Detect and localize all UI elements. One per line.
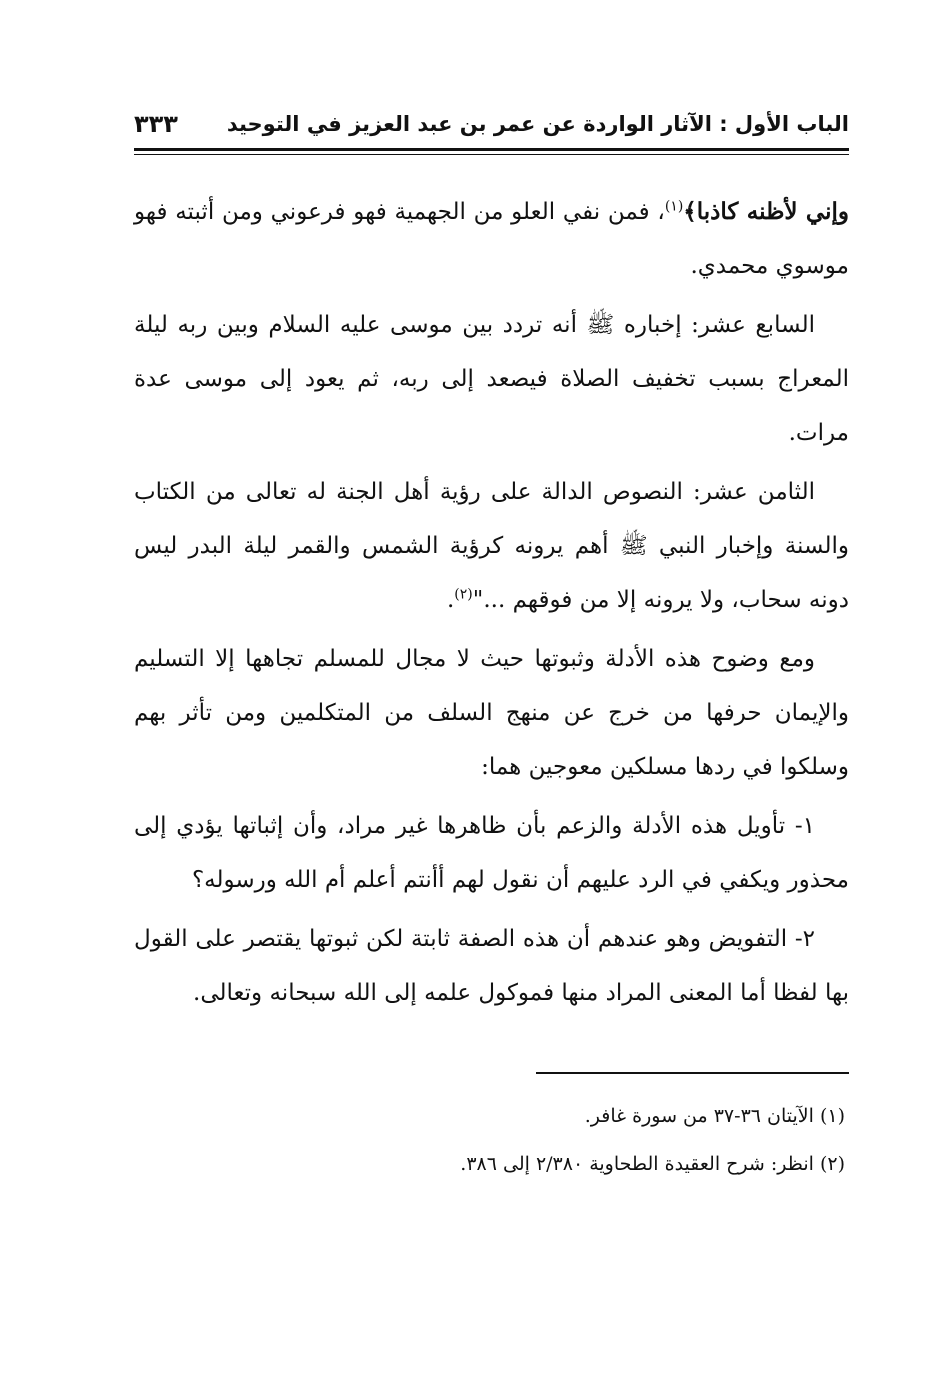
footnote-separator (536, 1072, 849, 1074)
paragraph-6: ٢- التفويض وهو عندهم أن هذه الصفة ثابتة لكن ثبوتها يقتصر على القول بها لفظا أما المعنى المراد منها فموكول علمه إلى الله سبحانه وتعالى. (134, 926, 849, 1006)
main-text (134, 185, 849, 1025)
paragraph-1-text: ، فمن نفي العلو من الجهمية فهو فرعوني ومن أثبته فهو موسوي محمدي. (134, 199, 849, 279)
quran-quote: وإني لأظنه كاذبا﴾ (683, 198, 849, 225)
header-rule (134, 148, 849, 151)
chapter-title: الباب الأول : الآثار الواردة عن عمر بن عبد العزيز في التوحيد (226, 112, 849, 136)
paragraph-3-text: الثامن عشر: النصوص الدالة على رؤية أهل الجنة له تعالى من الكتاب والسنة وإخبار النبي ﷺ أهم يرونه كرؤية الشمس والقمر ليلة البدر ليس دونه سحاب، ولا يرونه إلا من فوقهم ..." (134, 479, 849, 613)
footnote-ref-2: (٢) (454, 586, 473, 603)
paragraph-5: ١- تأويل هذه الأدلة والزعم بأن ظاهرها غير مراد، وأن إثباتها يؤدي إلى محذور ويكفي في الرد عليهم أن نقول لهم أأنتم أعلم أم الله ورسوله؟ (134, 813, 849, 893)
header-rule-secondary (134, 154, 849, 155)
paragraph-2: السابع عشر: إخباره ﷺ أنه تردد بين موسى عليه السلام وبين ربه ليلة المعراج بسبب تخفيف الصلاة فيصعد إلى ربه، ثم يعود إلى موسى عدة مرات. (134, 312, 849, 446)
footnote-2: (٢) انظر: شرح العقيدة الطحاوية ٢/٣٨٠ إلى ٣٨٦. (460, 1153, 845, 1175)
footnote-1: (١) الآيتان ٣٦-٣٧ من سورة غافر. (584, 1105, 845, 1127)
footnote-ref-1: (١) (664, 198, 684, 215)
paragraph-4: ومع وضوح هذه الأدلة وثبوتها حيث لا مجال للمسلم تجاهها إلا التسليم والإيمان حرفها من خرج عن منهج السلف من المتكلمين ومن تأثر بهم وسلكوا في ردها مسلكين معوجين هما: (134, 646, 849, 780)
running-header (134, 108, 849, 148)
footnotes (134, 1092, 849, 1188)
paragraph-1 (134, 185, 849, 293)
paragraph-3-end: . (446, 587, 455, 613)
paragraph-3 (134, 465, 849, 627)
page-number: ٣٣٣ (134, 110, 178, 138)
